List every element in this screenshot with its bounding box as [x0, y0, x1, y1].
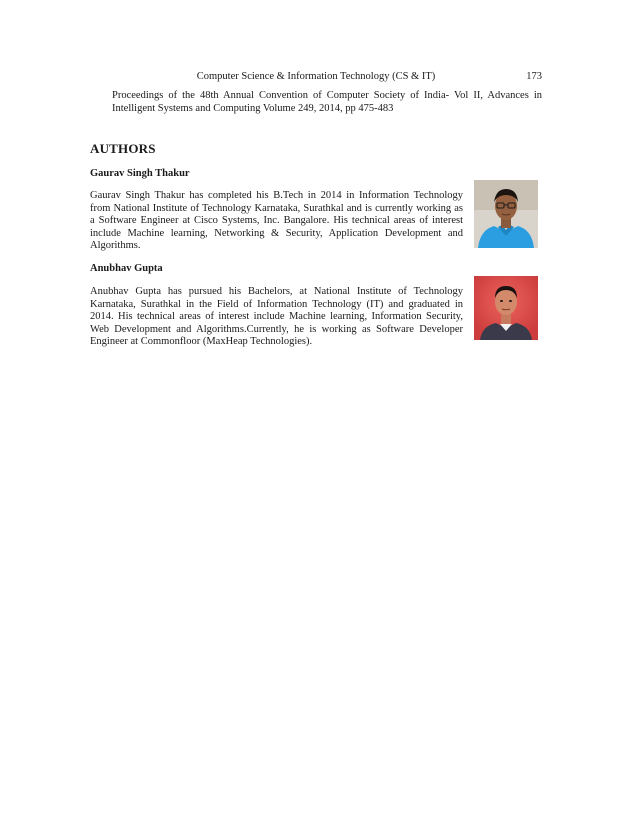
reference-entry: Proceedings of the 48th Annual Convention of Computer Society of India- Vol II, Advances in Intelligent Systems and Computing Volume 249, 2014, pp 475-483 [112, 90, 542, 114]
author-name-2: Anubhav Gupta [90, 263, 163, 274]
author-photo-1 [474, 180, 538, 248]
author-photo-2 [474, 276, 538, 340]
author-name-1: Gaurav Singh Thakur [90, 168, 190, 179]
section-heading-authors: AUTHORS [90, 141, 156, 156]
header-title: Computer Science & Information Technology (CS & IT) [196, 71, 436, 82]
author-photo-1-image [474, 180, 538, 248]
author-photo-2-image [474, 276, 538, 340]
page-number: 173 [526, 71, 542, 82]
author-bio-1: Gaurav Singh Thakur has completed his B.Tech in 2014 in Information Technology from National Institute of Technology Karnataka, Surathkal and is currently working as a Software Engineer at Cisco Systems, Inc. Bangalore. His technical areas of interest include Machine learning, Networking & Security, Application Development and Algorithms. [90, 190, 463, 251]
running-header [90, 70, 542, 84]
author-bio-2: Anubhav Gupta has pursued his Bachelors, at National Institute of Technology Karnataka, Surathkal in the Field of Information Technology (IT) and graduated in 2014. His technical areas of interest include Machine learning, Information Security, Web Development and Algorithms.Currently, he is working as Software Developer Engineer at Commonfloor (MaxHeap Technologies). [90, 286, 463, 347]
